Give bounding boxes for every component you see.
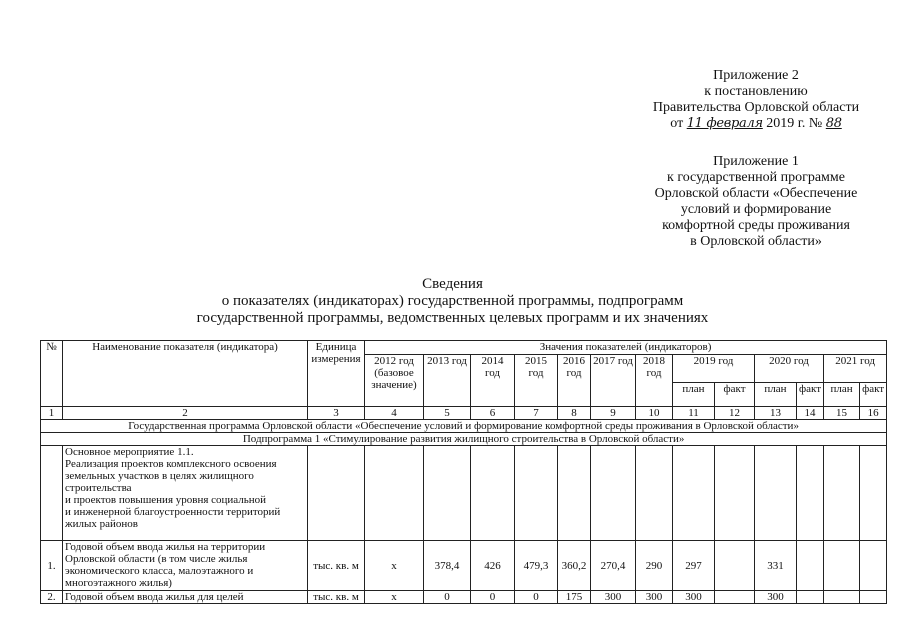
column-number: 7 bbox=[515, 407, 558, 420]
value-2017: 270,4 bbox=[591, 541, 636, 591]
appendix-1-line: условий и формирование bbox=[680, 202, 832, 217]
appendix-2-block bbox=[631, 68, 881, 132]
appendix-1-line: к государственной программе bbox=[667, 170, 845, 185]
row-number: 2. bbox=[41, 591, 63, 604]
appendix-2-line: к постановлению bbox=[704, 84, 808, 99]
header-plan: план bbox=[755, 383, 797, 407]
unit-cell: тыс. кв. м bbox=[308, 541, 365, 591]
header-year-2021: 2021 год bbox=[824, 355, 887, 383]
value-2021-fact bbox=[860, 541, 887, 591]
header-year-2020: 2020 год bbox=[755, 355, 824, 383]
column-number: 6 bbox=[471, 407, 515, 420]
appendix-1-line: Орловской области «Обеспечение bbox=[654, 186, 858, 201]
value-2019-plan: 300 bbox=[673, 591, 715, 604]
date-suffix: 2019 г. № bbox=[766, 116, 823, 131]
empty-cell bbox=[424, 446, 471, 541]
subprogram-row: Подпрограмма 1 «Стимулирование развития жилищного строительства в Орловской области» bbox=[41, 433, 887, 446]
value-2021-plan bbox=[824, 591, 860, 604]
appendix-2-date bbox=[631, 116, 881, 132]
program-row: Государственная программа Орловской области «Обеспечение условий и формирование комфортной среды проживания в Орловской области» bbox=[41, 420, 887, 433]
empty-cell bbox=[860, 446, 887, 541]
header-year-2019: 2019 год bbox=[673, 355, 755, 383]
appendix-1-block bbox=[631, 154, 881, 250]
header-year-2012: 2012 год (базовое значение) bbox=[365, 355, 424, 407]
value-2020-fact bbox=[797, 591, 824, 604]
handwritten-date: 11 февраля bbox=[686, 116, 763, 131]
appendix-2-line: Правительства Орловской области bbox=[652, 100, 860, 115]
activity-row bbox=[41, 446, 887, 541]
table-row bbox=[41, 541, 887, 591]
value-2020-plan: 300 bbox=[755, 591, 797, 604]
value-2020-fact bbox=[797, 541, 824, 591]
header-plan: план bbox=[824, 383, 860, 407]
column-number: 13 bbox=[755, 407, 797, 420]
column-number: 11 bbox=[673, 407, 715, 420]
document-subtitle: о показателях (индикаторах) государственной программы, подпрограмм bbox=[221, 293, 684, 309]
value-2012: х bbox=[365, 591, 424, 604]
value-2015: 0 bbox=[515, 591, 558, 604]
column-number: 2 bbox=[63, 407, 308, 420]
value-2019-plan: 297 bbox=[673, 541, 715, 591]
value-2019-fact bbox=[715, 591, 755, 604]
column-number: 5 bbox=[424, 407, 471, 420]
column-number: 3 bbox=[308, 407, 365, 420]
empty-cell bbox=[673, 446, 715, 541]
activity-description bbox=[63, 446, 308, 541]
activity-line: Основное мероприятие 1.1. bbox=[65, 446, 194, 458]
handwritten-number: 88 bbox=[825, 116, 842, 131]
header-year-2014: 2014 год bbox=[471, 355, 515, 407]
header-name: Наименование показателя (индикатора) bbox=[63, 341, 308, 407]
header-year-2018: 2018 год bbox=[636, 355, 673, 407]
header-year-2017: 2017 год bbox=[591, 355, 636, 407]
value-2014: 426 bbox=[471, 541, 515, 591]
activity-line: и проектов повышения уровня социальной bbox=[65, 494, 267, 506]
header-fact: факт bbox=[715, 383, 755, 407]
empty-cell bbox=[797, 446, 824, 541]
document-subtitle: государственной программы, ведомственных целевых программ и их значениях bbox=[196, 310, 709, 326]
value-2017: 300 bbox=[591, 591, 636, 604]
appendix-1-line: в Орловской области» bbox=[690, 234, 822, 249]
empty-cell bbox=[41, 446, 63, 541]
empty-cell bbox=[591, 446, 636, 541]
empty-cell bbox=[515, 446, 558, 541]
column-number: 1 bbox=[41, 407, 63, 420]
indicators-table bbox=[40, 340, 887, 604]
appendix-1-line: комфортной среды проживания bbox=[662, 218, 850, 233]
document-title: Сведения bbox=[422, 276, 483, 292]
empty-cell bbox=[715, 446, 755, 541]
value-2018: 290 bbox=[636, 541, 673, 591]
value-2018: 300 bbox=[636, 591, 673, 604]
activity-line: Реализация проектов комплексного освоения земельных участков в целях жилищного строительства bbox=[65, 458, 277, 494]
column-number: 8 bbox=[558, 407, 591, 420]
unit-cell: тыс. кв. м bbox=[308, 591, 365, 604]
column-number: 10 bbox=[636, 407, 673, 420]
indicator-name: Годовой объем ввода жилья для целей bbox=[63, 591, 308, 604]
value-2014: 0 bbox=[471, 591, 515, 604]
row-number: 1. bbox=[41, 541, 63, 591]
header-year-2013: 2013 год bbox=[424, 355, 471, 407]
activity-line: и инженерной благоустроенности территорий жилых районов bbox=[65, 506, 281, 530]
empty-cell bbox=[636, 446, 673, 541]
column-number: 16 bbox=[860, 407, 887, 420]
empty-cell bbox=[755, 446, 797, 541]
column-number: 4 bbox=[365, 407, 424, 420]
column-number: 15 bbox=[824, 407, 860, 420]
empty-cell bbox=[308, 446, 365, 541]
header-year-2016: 2016 год bbox=[558, 355, 591, 407]
appendix-2-title: Приложение 2 bbox=[713, 68, 799, 83]
column-number-row bbox=[41, 407, 887, 420]
column-number: 14 bbox=[797, 407, 824, 420]
value-2020-plan: 331 bbox=[755, 541, 797, 591]
empty-cell bbox=[824, 446, 860, 541]
header-unit: Единица измерения bbox=[308, 341, 365, 407]
value-2016: 360,2 bbox=[558, 541, 591, 591]
header-fact: факт bbox=[797, 383, 824, 407]
column-number: 9 bbox=[591, 407, 636, 420]
header-year-2015: 2015 год bbox=[515, 355, 558, 407]
table-row bbox=[41, 591, 887, 604]
column-number: 12 bbox=[715, 407, 755, 420]
value-2016: 175 bbox=[558, 591, 591, 604]
value-2021-fact bbox=[860, 591, 887, 604]
header-plan: план bbox=[673, 383, 715, 407]
empty-cell bbox=[558, 446, 591, 541]
header-fact: факт bbox=[860, 383, 887, 407]
value-2015: 479,3 bbox=[515, 541, 558, 591]
indicator-name: Годовой объем ввода жилья на территории Орловской области (в том числе жилья экономического класса, малоэтажного и многоэтажного жилья) bbox=[63, 541, 308, 591]
value-2012: х bbox=[365, 541, 424, 591]
empty-cell bbox=[471, 446, 515, 541]
value-2013: 0 bbox=[424, 591, 471, 604]
value-2013: 378,4 bbox=[424, 541, 471, 591]
header-values-group: Значения показателей (индикаторов) bbox=[365, 341, 887, 355]
header-num: № bbox=[41, 341, 63, 407]
appendix-1-line: Приложение 1 bbox=[713, 154, 799, 169]
empty-cell bbox=[365, 446, 424, 541]
date-prefix: от bbox=[670, 116, 684, 131]
value-2021-plan bbox=[824, 541, 860, 591]
value-2019-fact bbox=[715, 541, 755, 591]
